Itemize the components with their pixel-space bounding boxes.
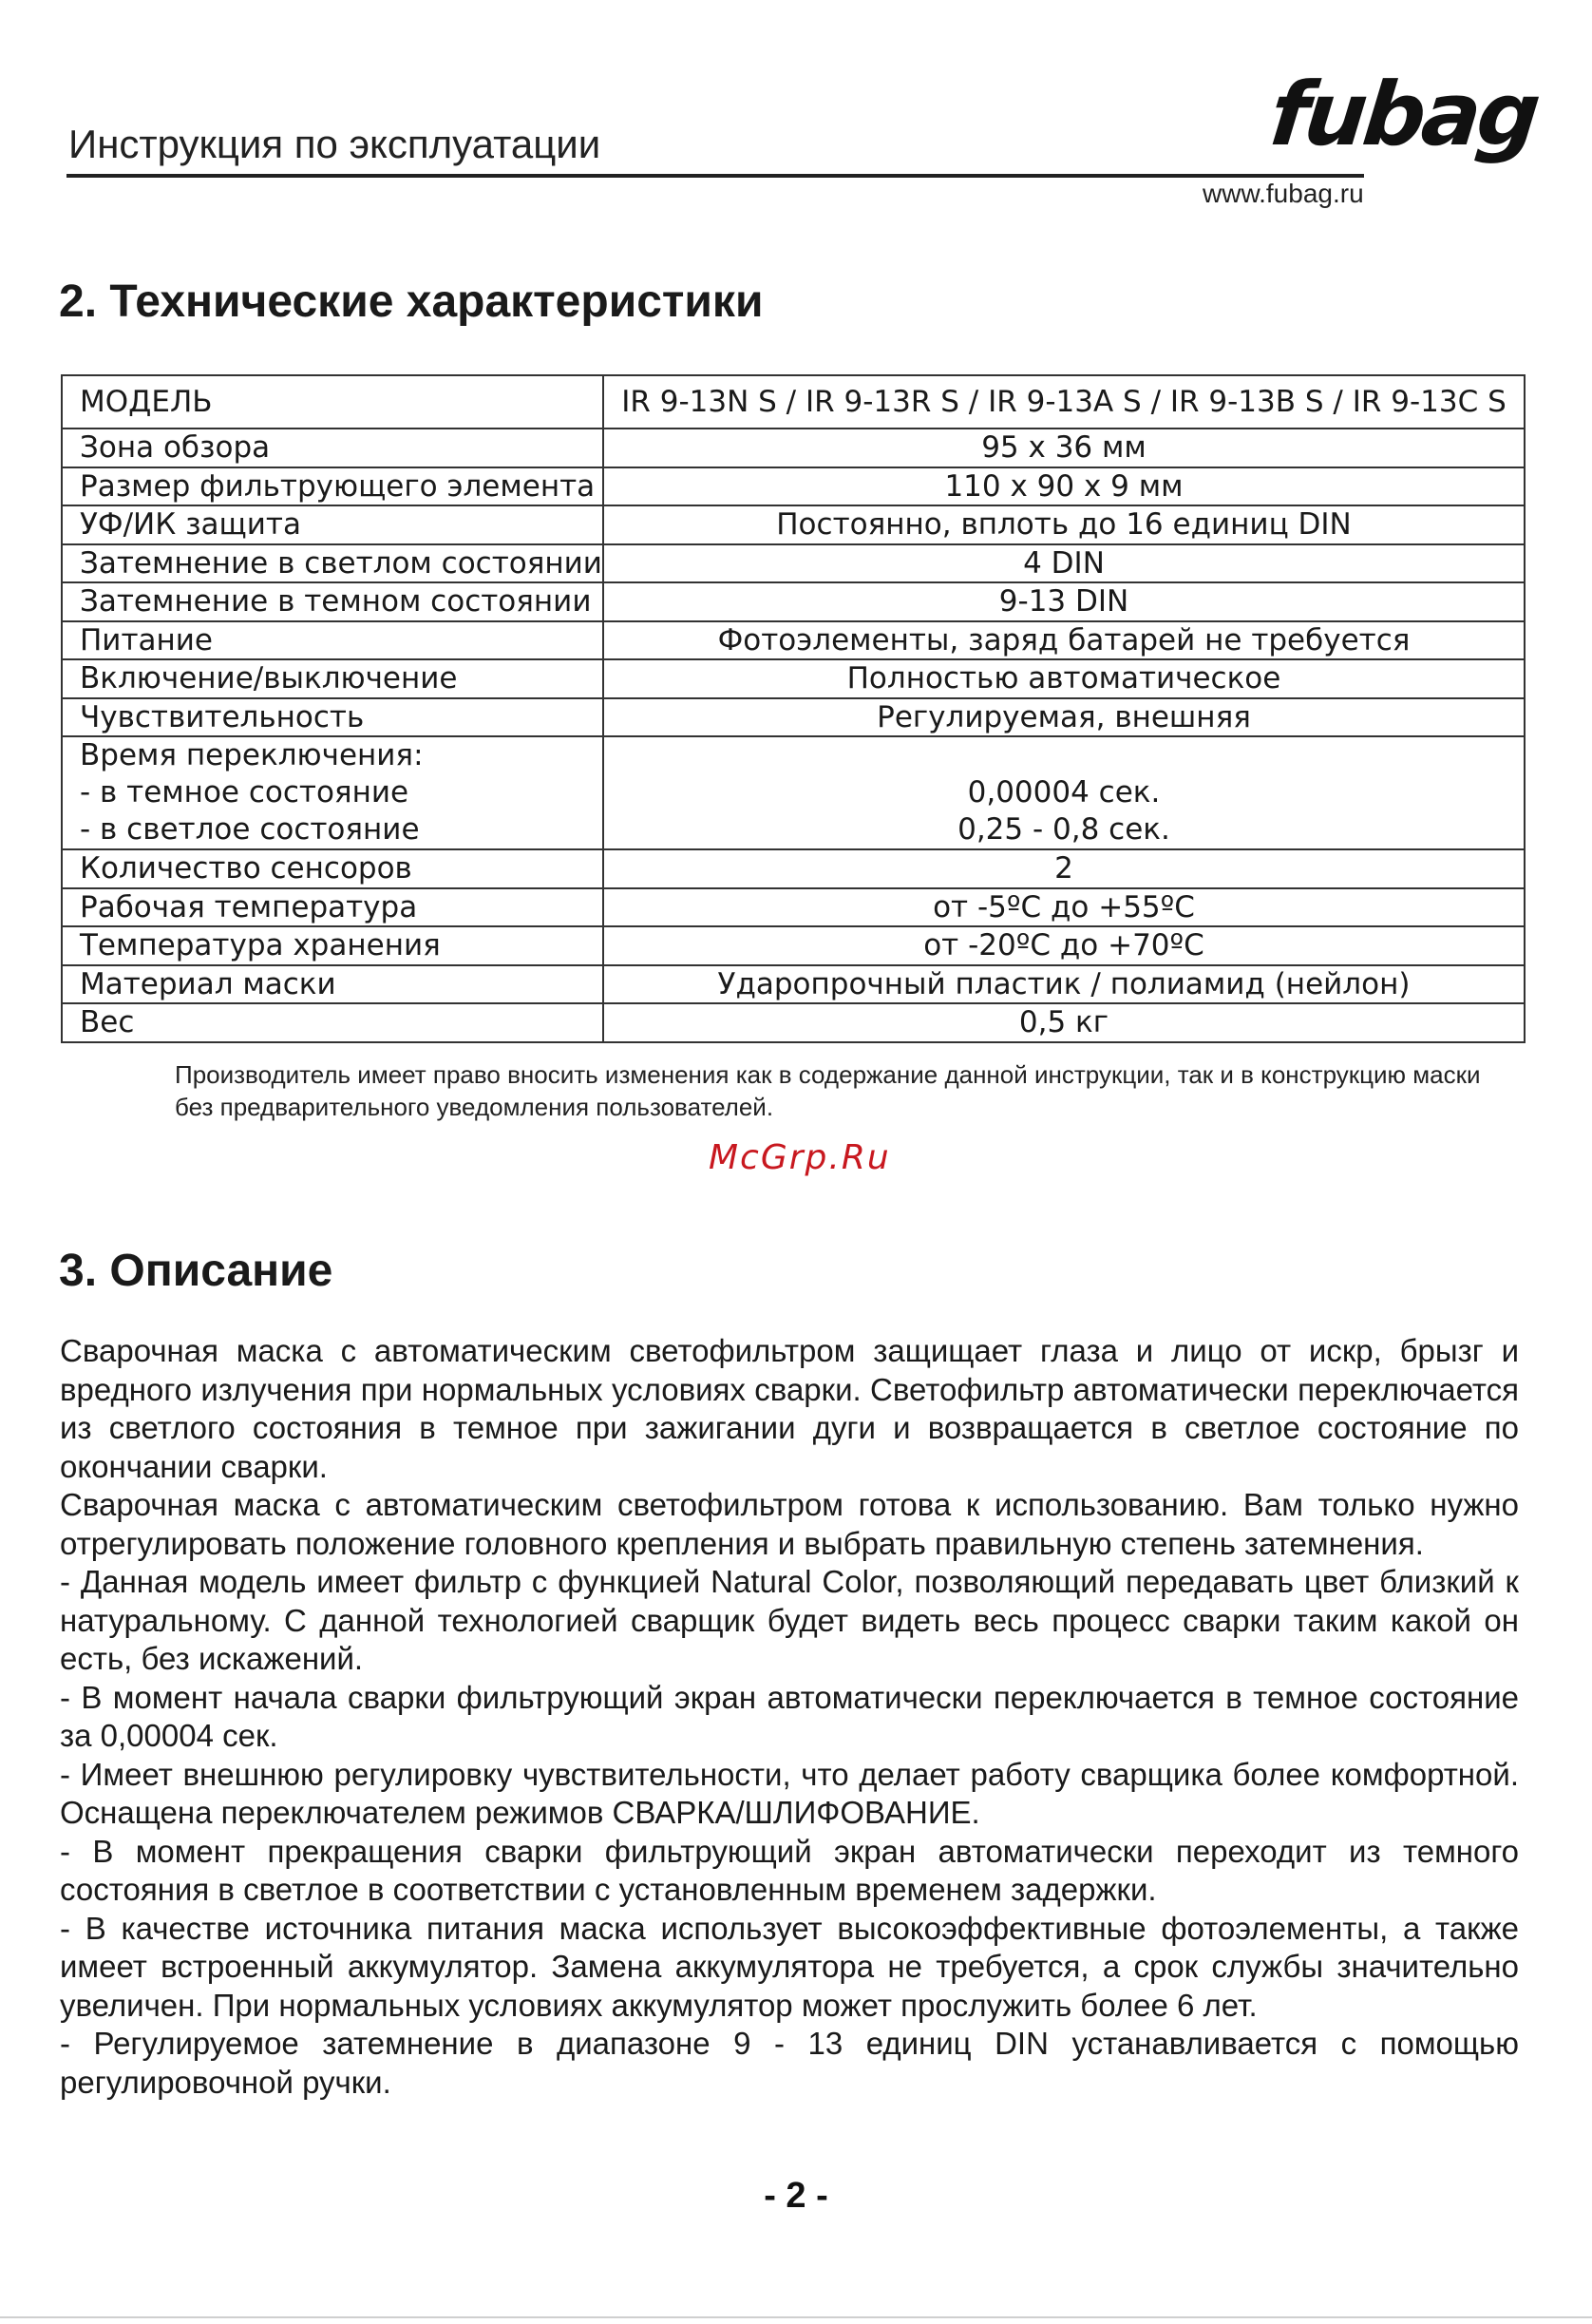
table-cell-label: Включение/выключение <box>62 659 603 698</box>
table-cell-value: 110 х 90 х 9 мм <box>603 467 1525 506</box>
table-cell-label: Материал маски <box>62 965 603 1004</box>
watermark: McGrp.Ru <box>709 1138 891 1177</box>
disclaimer-note: Производитель имеет право вносить изменения как в содержание данной инструкции, так и в конструкцию маски без предварительного уведомления пользователей. <box>175 1060 1481 1121</box>
table-cell-label: Температура хранения <box>62 926 603 965</box>
fubag-logo <box>1265 63 1542 188</box>
table-cell-label: Питание <box>62 621 603 660</box>
page-bottom-edge <box>0 2316 1592 2318</box>
table-cell-value: Постоянно, вплоть до 16 единиц DIN <box>603 505 1525 544</box>
page-number: - 2 - <box>764 2176 828 2216</box>
table-cell-value: Полностью автоматическое <box>603 659 1525 698</box>
table-cell-value: 95 х 36 мм <box>603 429 1525 467</box>
table-cell-value: от -5ºС до +55ºС <box>603 888 1525 927</box>
paragraph: - В качестве источника питания маска использует высокоэффективные фотоэлементы, а также имеет встроенный аккумулятор. Замена аккумулятора не требуется, а срок службы значительно увеличен. При нормальных условиях аккумулятор может прослужить более 6 лет. <box>60 1910 1519 2023</box>
table-cell-value: IR 9-13N S / IR 9-13R S / IR 9-13A S / IR 9-13B S / IR 9-13C S <box>603 375 1525 429</box>
cell-line: Время переключения: <box>80 738 424 772</box>
table-cell-value: 4 DIN <box>603 544 1525 583</box>
table-cell-label: Количество сенсоров <box>62 849 603 888</box>
table-row <box>62 659 1525 698</box>
table-row <box>62 926 1525 965</box>
table-row <box>62 429 1525 467</box>
cell-line: 0,25 - 0,8 сек. <box>957 812 1170 847</box>
table-cell-value: от -20ºС до +70ºС <box>603 926 1525 965</box>
table-row <box>62 505 1525 544</box>
paragraph: - В момент начала сварки фильтрующий экран автоматически переключается в темное состояние за 0,00004 сек. <box>60 1679 1519 1753</box>
table-cell-label: Размер фильтрующего элемента <box>62 467 603 506</box>
table-cell-value: 2 <box>603 849 1525 888</box>
header-divider <box>66 174 1364 178</box>
document-title: Инструкция по эксплуатации <box>68 122 601 166</box>
table-header-row <box>62 375 1525 429</box>
section-heading-specs: 2. Технические характеристики <box>59 276 764 327</box>
website-link[interactable]: www.fubag.ru <box>1203 179 1364 208</box>
table-row <box>62 467 1525 506</box>
table-cell-label: Чувствительность <box>62 698 603 737</box>
table-row <box>62 698 1525 737</box>
table-row <box>62 888 1525 927</box>
table-cell-value: 0,5 кг <box>603 1003 1525 1042</box>
table-row <box>62 544 1525 583</box>
svg-text:fubag: fubag <box>1265 63 1542 165</box>
paragraph: - Имеет внешнюю регулировку чувствительности, что делает работу сварщика более комфортной. Оснащена переключателем режимов СВАРКА/ШЛИФОВАНИЕ. <box>60 1756 1519 1830</box>
cell-line <box>604 737 1524 774</box>
table-cell-label: Вес <box>62 1003 603 1042</box>
table-cell-value: Фотоэлементы, заряд батарей не требуется <box>603 621 1525 660</box>
table-cell-label: Затемнение в темном состоянии <box>62 582 603 621</box>
table-cell-label: УФ/ИК защита <box>62 505 603 544</box>
paragraph: - Регулируемое затемнение в диапазоне 9 - 13 единиц DIN устанавливается с помощью регулировочной ручки. <box>60 2026 1519 2100</box>
table-row-switch-time <box>62 736 1525 849</box>
table-row <box>62 1003 1525 1042</box>
section-heading-description: 3. Описание <box>59 1246 333 1296</box>
table-cell-label: МОДЕЛЬ <box>62 375 603 429</box>
paragraph: - Данная модель имеет фильтр с функцией Natural Color, позволяющий передавать цвет близкий к натуральному. С данной технологией сварщик будет видеть весь процесс сварки таким какой он есть, без искажений. <box>60 1564 1519 1676</box>
paragraph: - В момент прекращения сварки фильтрующий экран автоматически переходит из темного состояния в светлое в соответствии с установленным временем задержки. <box>60 1833 1519 1907</box>
table-row <box>62 621 1525 660</box>
specifications-table <box>61 374 1526 1043</box>
table-cell-label: Рабочая температура <box>62 888 603 927</box>
table-cell-value <box>603 736 1525 849</box>
table-row <box>62 849 1525 888</box>
table-cell-label: Зона обзора <box>62 429 603 467</box>
table-row <box>62 965 1525 1004</box>
cell-line: - в светлое состояние <box>80 812 420 847</box>
table-cell-value: Ударопрочный пластик / полиамид (нейлон) <box>603 965 1525 1004</box>
paragraph: Сварочная маска с автоматическим светофильтром защищает глаза и лицо от искр, брызг и вредного излучения при нормальных условиях сварки. Светофильтр автоматически переключается из светлого состояния в темное при зажигании дуги и возвращается в светлое состояние по окончании сварки. <box>60 1333 1519 1484</box>
table-cell-label: Затемнение в светлом состоянии <box>62 544 603 583</box>
cell-line: 0,00004 сек. <box>967 775 1161 810</box>
table-row <box>62 582 1525 621</box>
paragraph: Сварочная маска с автоматическим светофильтром готова к использованию. Вам только нужно отрегулировать положение головного крепления и выбрать правильную степень затемнения. <box>60 1487 1519 1561</box>
cell-line: - в темное состояние <box>80 775 409 810</box>
description-body <box>60 1332 1519 2102</box>
table-cell-value: Регулируемая, внешняя <box>603 698 1525 737</box>
table-cell-value: 9-13 DIN <box>603 582 1525 621</box>
table-cell-label <box>62 736 603 849</box>
